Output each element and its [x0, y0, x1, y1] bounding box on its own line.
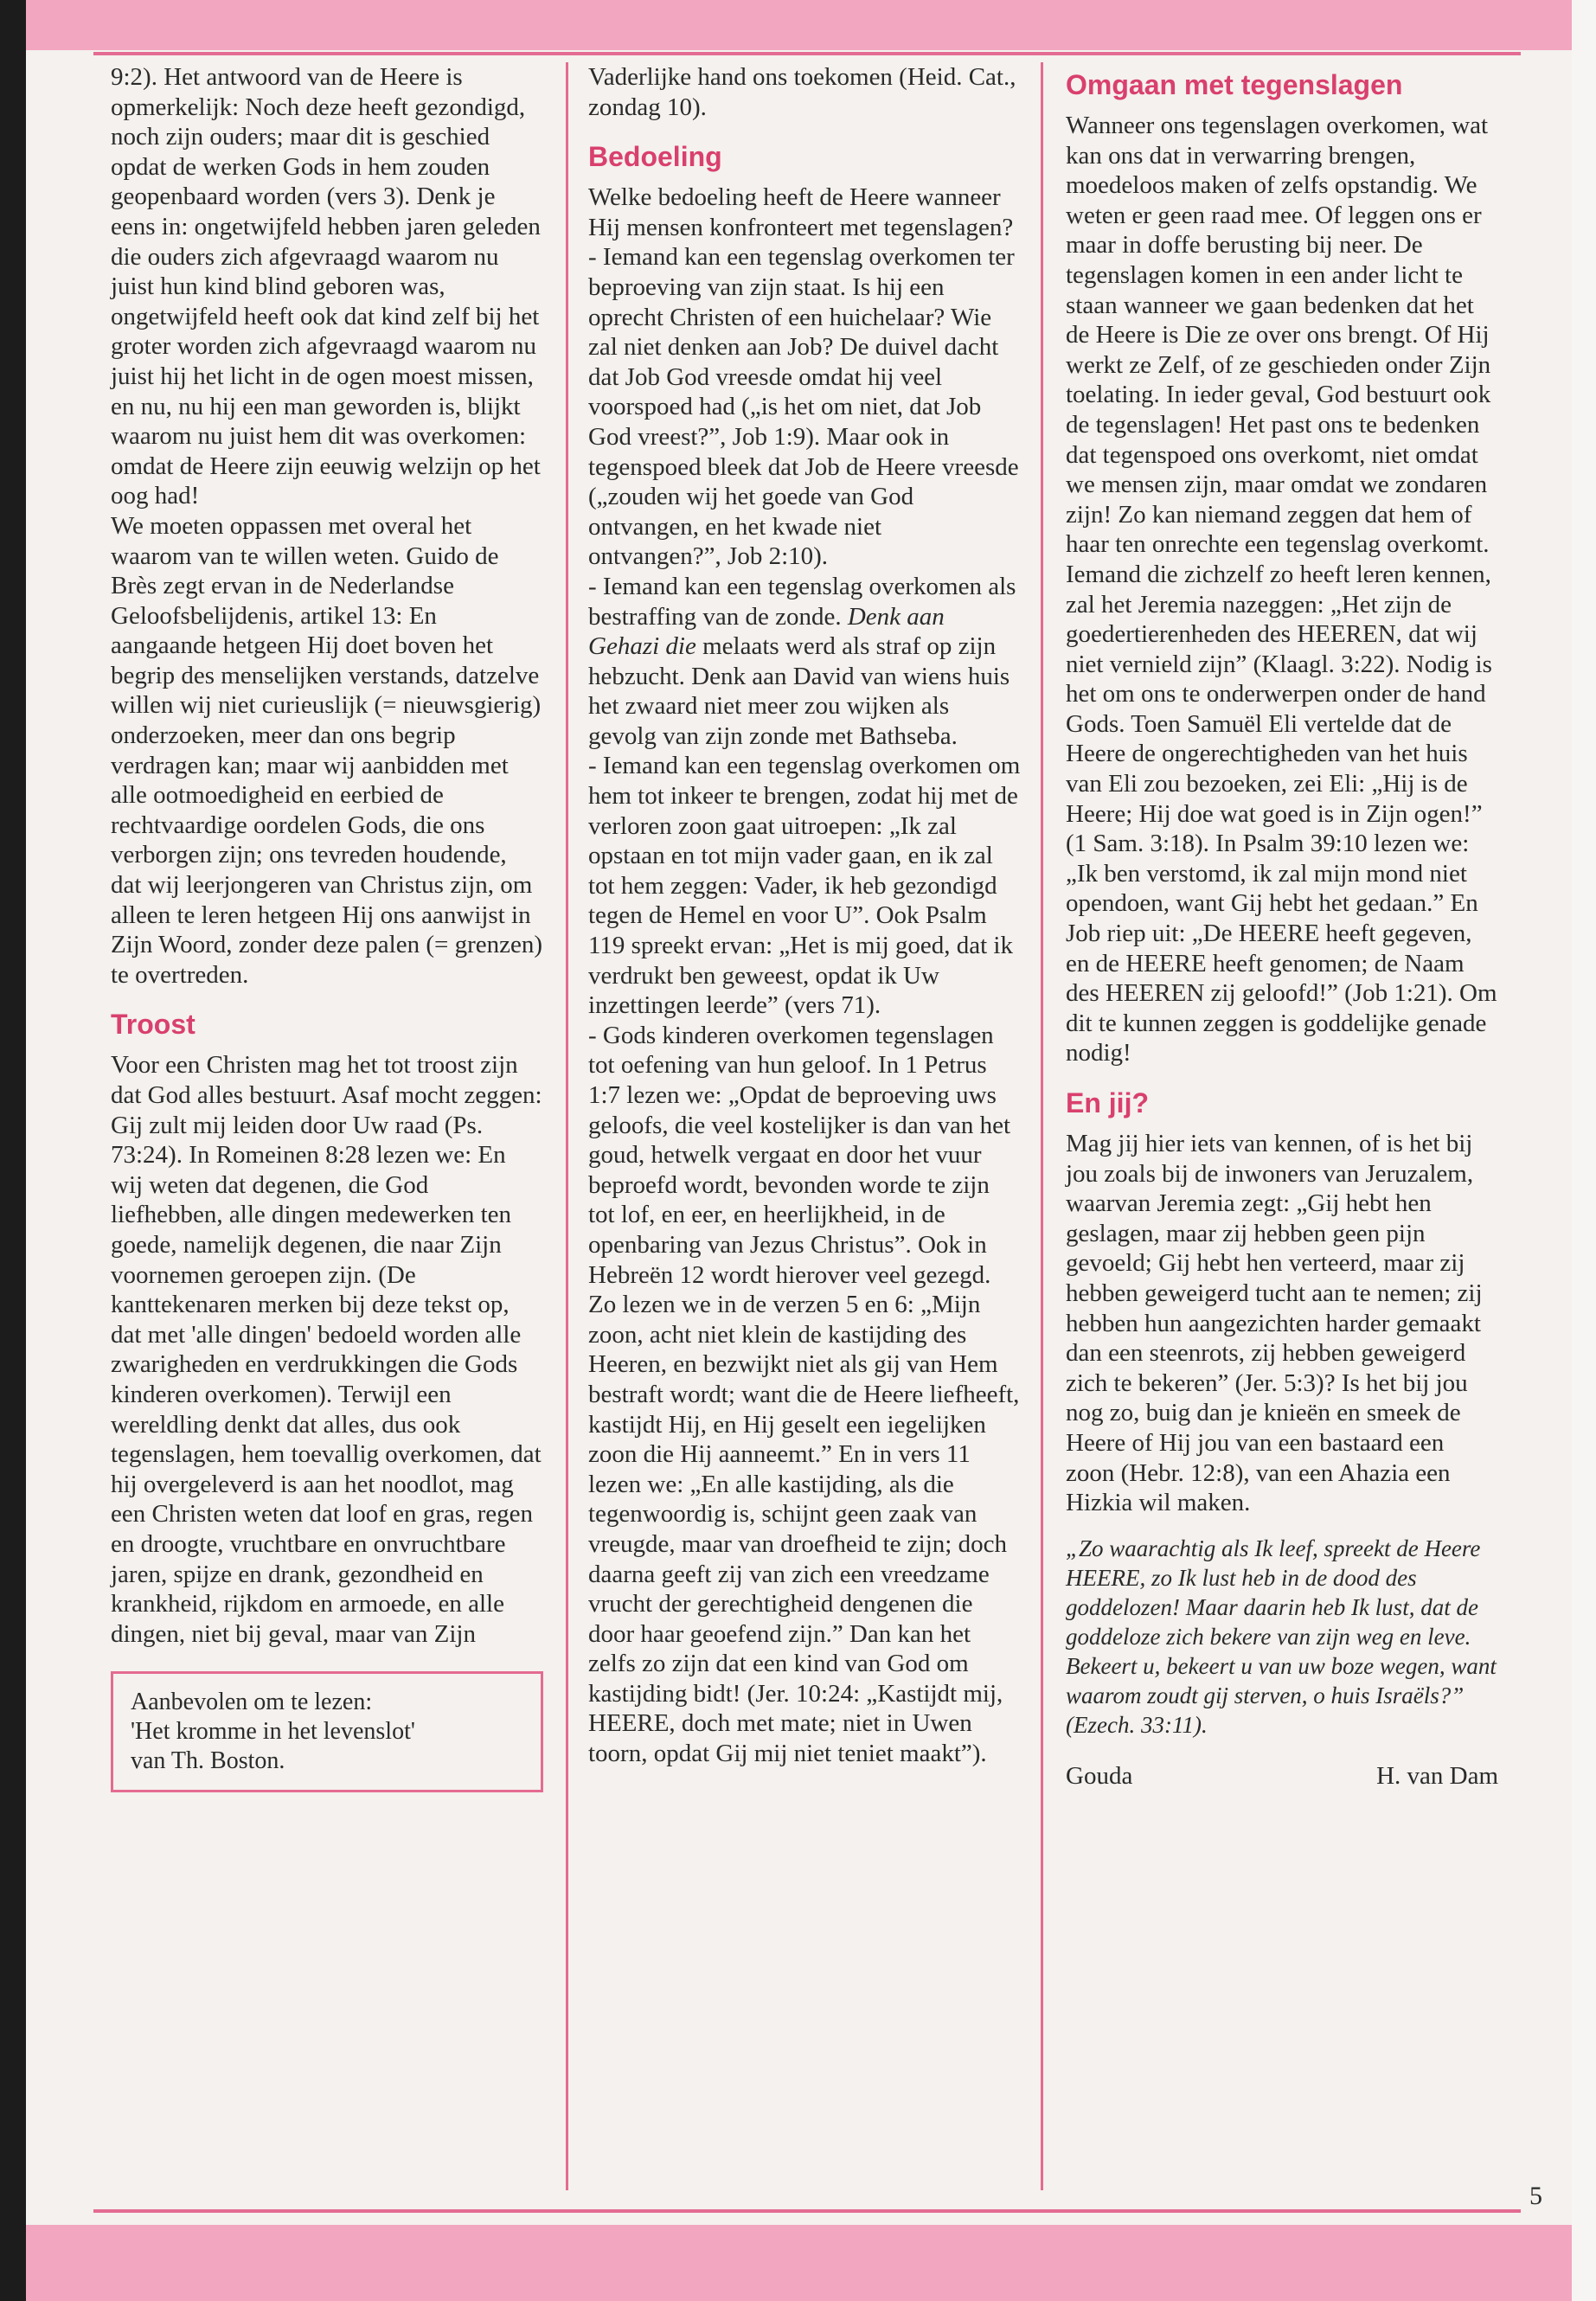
- page-number: 5: [1529, 2182, 1542, 2210]
- page-edge-left: [0, 0, 26, 2301]
- recommendation-box: [111, 1671, 543, 1792]
- column-divider-2: [1041, 62, 1043, 2190]
- text-span: - Iemand kan een tegenslag overkomen als bestraffing van de zonde.: [588, 572, 1016, 631]
- paragraph: Vaderlijke hand ons toekomen (Heid. Cat., zondag 10).: [588, 63, 1016, 121]
- pink-band-top: [26, 0, 1572, 50]
- italic-span: Denk aan Gehazi die: [588, 602, 945, 661]
- pink-band-bottom: [26, 2225, 1572, 2301]
- paragraph: [588, 572, 1021, 752]
- paragraph: We moeten oppassen met overal het waarom van te willen weten. Guido de Brès zegt ervan in de Nederlandse Geloofsbelijdenis, artikel 13: En aangaande hetgeen Hij doet boven het begrip des menselijken verstands, datzelve willen wij niet curieuslijk (= nieuwsgierig) onderzoeken, meer dan ons begrip verdragen kan; maar wij aanbidden met alle ootmoedigheid en eerbied de rechtvaardige oordelen Gods, die ons verborgen zijn; ons tevreden houdende, dat wij leerjongeren van Christus zijn, om alleen te leren hetgeen Hij ons aanwijst in Zijn Woord, zonder deze palen (= grenzen) te overtreden.: [111, 511, 543, 989]
- paragraph: Welke bedoeling heeft de Heere wanneer Hij mensen konfronteert met tegenslagen?: [588, 183, 1014, 241]
- recommendation-line: van Th. Boston.: [131, 1747, 285, 1775]
- paragraph: - Iemand kan een tegenslag overkomen ter beproeving van zijn staat. Is hij een oprecht Christen of een huichelaar? Wie zal niet denken aan Job? De duivel dacht dat Job God vreesde omdat hij veel voorspoed had („is het om niet, dat Job God vreest?”, Job 1:9). Maar ook in tegenspoed bleek dat Job de Heere vreesde („zouden wij het goede van God ontvangen, en het kwade niet ontvangen?”, Job 2:10).: [588, 243, 1019, 571]
- quote-text: „Zo waarachtig als Ik leef, spreekt de Heere HEERE, zo Ik lust heb in de dood des goddelozen! Maar daarin heb Ik lust, dat de goddeloze zich bekere van zijn weg en leve. Bekeert u, bekeert u van uw boze wegen, want waarom zoudt gij sterven, o huis Israëls?” (Ezech. 33:11).: [1066, 1535, 1497, 1738]
- signature: [1066, 1762, 1498, 1791]
- column-2: [588, 62, 1021, 1769]
- paragraph: 9:2). Het antwoord van de Heere is opmerkelijk: Noch deze heeft gezondigd, noch zijn ouders; maar dit is geschied opdat de werken Gods in hem zouden geopenbaard worden (vers 3). Denk je eens in: ongetwijfeld hebben jaren geleden die ouders zich afgevraagd waarom nu juist hun kind blind geboren was, ongetwijfeld heeft ook dat kind zelf bij het groter worden zich afgevraagd waarom nu juist hij het licht in de ogen moest missen, en nu, nu hij een man geworden is, blijkt waarom nu juist hem dit was overkomen: omdat de Heere zijn eeuwig welzijn op het oog had!: [111, 63, 541, 510]
- paragraph: - Gods kinderen overkomen tegenslagen tot oefening van hun geloof. In 1 Petrus 1:7 lezen we: „Opdat de beproeving uws geloofs, die veel kostelijker is dan van het goud, hetwelk vergaat en door het vuur beproefd wordt, bevonden worde te zijn tot lof, en eer, en heerlijkheid, in de openbaring van Jezus Christus”. Ook in Hebreën 12 wordt hierover veel gezegd. Zo lezen we in de verzen 5 en 6: „Mijn zoon, acht niet klein de kastijding des Heeren, en bezwijkt niet als gij van Hem bestraft wordt; want die de Heere liefheeft, kastijdt Hij, en Hij geselt een iegelijken zoon die Hij aanneemt.” En in vers 11 lezen we: „En alle kastijding, als die tegenwoordig is, schijnt geen zaak van vreugde, maar van droefheid te zijn; doch daarna geeft zij van zich een vreedzame vrucht der gerechtigheid dengenen die door haar geoefend zijn.” Dan kan het zelfs zo zijn dat een kind van God om kastijding bidt! (Jer. 10:24: „Kastijdt mij, HEERE, doch met mate; niet in Uwen toorn, opdat Gij mij niet teniet maakt”).: [588, 1021, 1020, 1768]
- heading-en-jij: En jij?: [1066, 1087, 1149, 1118]
- text-span: melaats werd als straf op zijn hebzucht. Denk aan David van wiens huis het zwaard niet meer zou wijken als gevolg van zijn zonde met Bathseba.: [588, 632, 1010, 750]
- paragraph: Wanneer ons tegenslagen overkomen, wat kan ons dat in verwarring brengen, moedeloos maken of zelfs opstandig. We weten er geen raad mee. Of leggen ons er maar in doffe berusting bij neer. De tegenslagen komen in een ander licht te staan wanneer we gaan bedenken dat het de Heere is Die ze over ons brengt. Of Hij werkt ze Zelf, of ze geschieden onder Zijn toelating. In ieder geval, God bestuurt ook de tegenslagen! Het past ons te bedenken dat tegenspoed ons overkomt, niet omdat we mensen zijn, maar omdat we zondaren zijn! Zo kan niemand zeggen dat hem of haar ten onrechte een tegenslag overkomt. Iemand die zichzelf zo heeft leren kennen, zal het Jeremia nazeggen: „Het zijn de goedertierenheden des HEEREN, dat wij niet vernield zijn” (Klaagl. 3:22). Nodig is het om ons te onderwerpen onder de hand Gods. Toen Samuël Eli vertelde dat de Heere de ongerechtigheden van het huis van Eli zou bezoeken, zei Eli: „Hij is de Heere; Hij doe wat goed is in Zijn ogen!” (1 Sam. 3:18). In Psalm 39:10 lezen we: „Ik ben verstomd, ik zal mijn mond niet opendoen, want Gij hebt het gedaan.” En Job riep uit: „De HEERE heeft gegeven, en de HEERE heeft genomen; de Naam des HEEREN zij geloofd!” (Job 1:21). Om dit te kunnen zeggen is goddelijke genade nodig!: [1066, 112, 1497, 1067]
- recommendation-line: 'Het kromme in het levenslot': [131, 1718, 415, 1746]
- heading-bedoeling: Bedoeling: [588, 141, 722, 173]
- bible-quote: [1066, 1534, 1498, 1740]
- signature-author: H. van Dam: [1376, 1761, 1498, 1790]
- column-3: [1066, 62, 1498, 1791]
- column-1: [111, 62, 543, 1792]
- paragraph: Mag jij hier iets van kennen, of is het bij jou zoals bij de inwoners van Jeruzalem, waarvan Jeremia zegt: „Gij hebt hen geslagen, maar zij hebben geen pijn gevoeld; Gij hebt hen verteerd, maar zij hebben geweigerd tucht aan te nemen; zij hebben hun aangezichten harder gemaakt dan een steenrots, zij hebben geweigerd zich te bekeren” (Jer. 5:3)? Is het bij jou nog zo, buig dan je knieën en smeek de Heere of Hij jou van een bastaard een zoon (Hebr. 12:8), van een Ahazia een Hizkia wil maken.: [1066, 1130, 1483, 1517]
- heading-troost: Troost: [111, 1009, 195, 1041]
- signature-place: Gouda: [1066, 1761, 1133, 1790]
- column-divider-1: [566, 62, 568, 2190]
- recommendation-line: Aanbevolen om te lezen:: [131, 1689, 373, 1716]
- heading-omgaan: Omgaan met tegenslagen: [1066, 69, 1403, 100]
- paragraph: - Iemand kan een tegenslag overkomen om hem tot inkeer te brengen, zodat hij met de verloren zoon gaat uitroepen: „Ik zal opstaan en tot mijn vader gaan, en ik zal tot hem zeggen: Vader, ik heb gezondigd tegen de Hemel en voor U”. Ook Psalm 119 spreekt ervan: „Het is mij goed, dat ik verdrukt ben geweest, opdat ik Uw inzettingen leerde” (vers 71).: [588, 752, 1021, 1020]
- paragraph: Voor een Christen mag het tot troost zijn dat God alles bestuurt. Asaf mocht zeggen: Gij zult mij leiden door Uw raad (Ps. 73:24). In Romeinen 8:28 lezen we: En wij weten dat degenen, die God liefhebben, alle dingen medewerken ten goede, namelijk degenen, die naar Zijn voornemen geroepen zijn. (De kanttekenaren merken bij deze tekst op, dat met 'alle dingen' bedoeld worden alle zwarigheden en verdrukkingen die Gods kinderen overkomen). Terwijl een wereldling denkt dat alles, dus ook tegenslagen, hem toevallig overkomen, dat hij overgeleverd is aan het noodlot, mag een Christen weten dat loof en gras, regen en droogte, vruchtbare en onvruchtbare jaren, spijze en drank, gezondheid en krankheid, rijkdom en armoede, en alle dingen, niet bij geval, maar van Zijn: [111, 1051, 542, 1648]
- page-edge-right: [1572, 0, 1596, 2301]
